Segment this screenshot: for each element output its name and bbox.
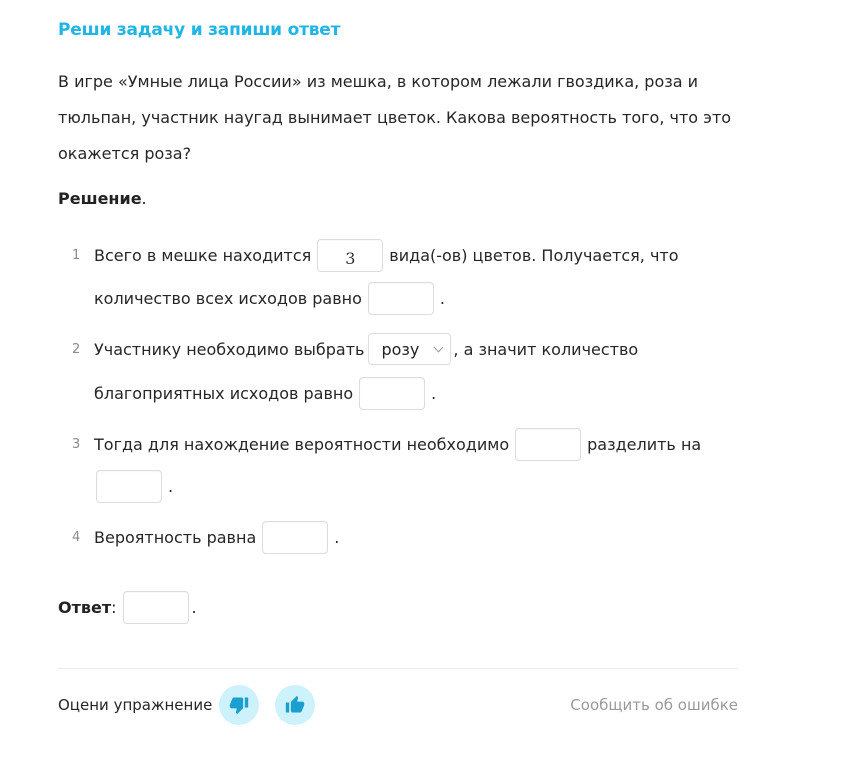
answer-input[interactable] xyxy=(123,591,189,624)
thumbs-down-icon xyxy=(229,695,249,715)
step-number: 3 xyxy=(72,437,81,452)
report-error-link[interactable]: Сообщить об ошибке xyxy=(570,696,738,714)
probability-input[interactable] xyxy=(262,521,328,554)
dislike-button[interactable] xyxy=(219,685,259,725)
answer-colon: : xyxy=(111,597,117,617)
exercise-title: Реши задачу и запиши ответ xyxy=(58,20,341,40)
chevron-down-icon xyxy=(434,342,444,352)
step-text: количество всех исходов равно xyxy=(94,288,362,308)
step-text: , а значит количество xyxy=(453,339,639,359)
step-number: 1 xyxy=(72,248,81,263)
step-text: вида(-ов) цветов. Получается, что xyxy=(389,245,679,265)
problem-text: В игре «Умные лица России» из мешка, в котором лежали гвоздика, роза и тюльпан, участник наугад вынимает цветок. Какова вероятность того, что это окажется роза? xyxy=(58,72,732,163)
step-text: . xyxy=(334,527,340,547)
rate-label: Оцени упражнение xyxy=(58,696,213,714)
solution-label-text: Решение xyxy=(58,189,142,208)
all-outcomes-input[interactable] xyxy=(368,282,434,315)
divisor-input[interactable] xyxy=(96,470,162,503)
favorable-outcomes-input[interactable] xyxy=(359,377,425,410)
flower-kinds-input[interactable]: 3 xyxy=(317,239,383,272)
answer-label-text: Ответ xyxy=(58,597,112,617)
thumbs-up-icon xyxy=(285,695,305,715)
step-text: Вероятность равна xyxy=(94,527,257,547)
step-number: 2 xyxy=(72,342,81,357)
step-text: . xyxy=(431,383,437,403)
step-text: . xyxy=(439,288,445,308)
answer-label xyxy=(58,598,111,617)
step-text: Участнику необходимо выбрать xyxy=(94,339,365,359)
answer-row xyxy=(58,590,197,624)
like-button[interactable] xyxy=(275,685,315,725)
step-text: Тогда для нахождение вероятности необходимо xyxy=(94,434,510,454)
dividend-input[interactable] xyxy=(515,428,581,461)
flower-select-value: розу xyxy=(381,339,420,359)
step-text: разделить на xyxy=(587,434,702,454)
step-text: . xyxy=(168,476,174,496)
answer-end: . xyxy=(191,597,197,617)
flower-select[interactable] xyxy=(368,333,451,365)
step-text: благоприятных исходов равно xyxy=(94,383,354,403)
step-number: 4 xyxy=(72,530,81,545)
solution-label xyxy=(58,189,147,208)
divider xyxy=(58,668,738,669)
solution-label-dot: . xyxy=(141,189,147,208)
step-text: Всего в мешке находится xyxy=(94,245,312,265)
